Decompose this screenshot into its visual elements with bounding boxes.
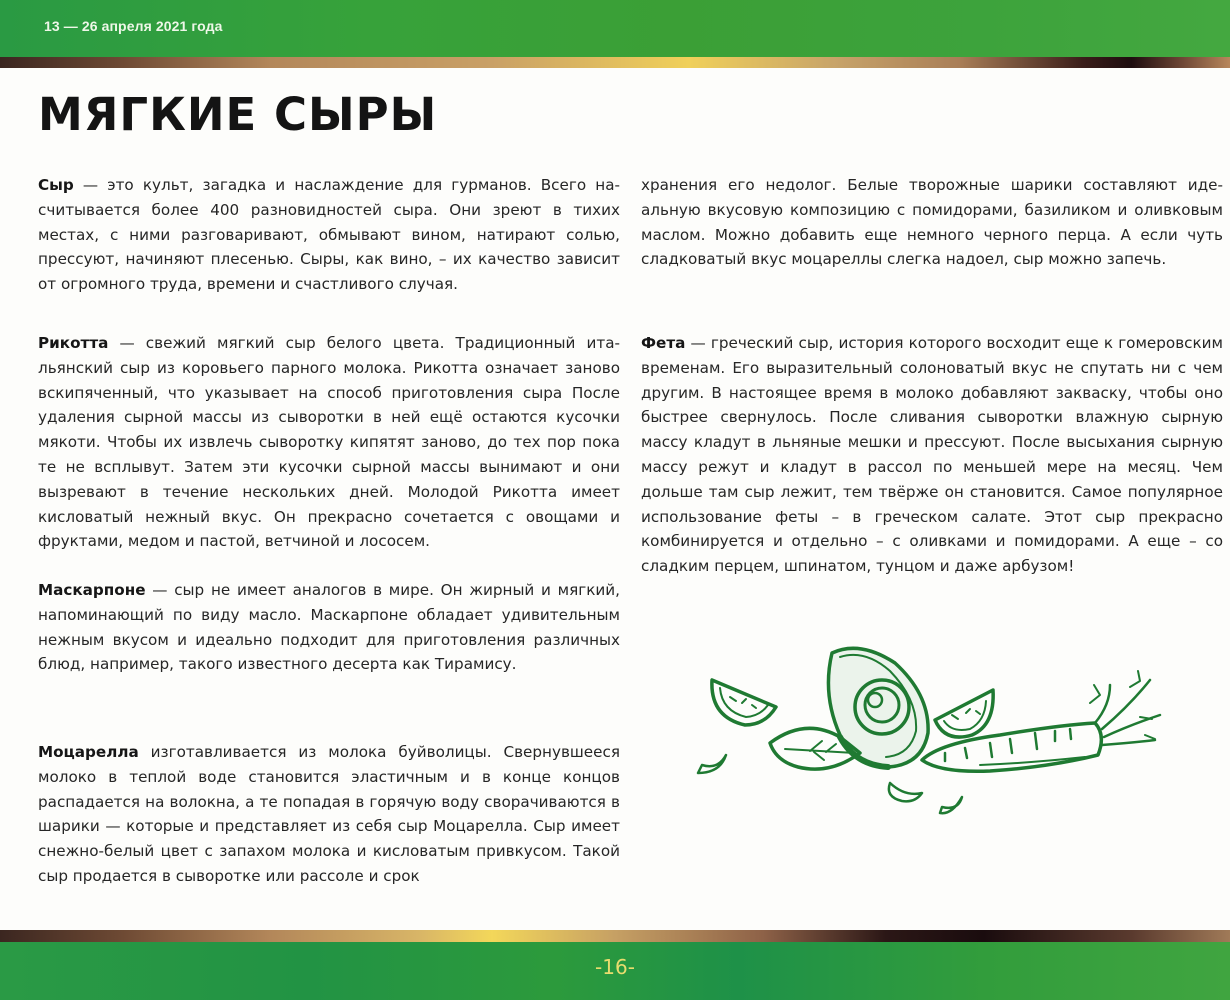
issue-date: 13 — 26 апреля 2021 года bbox=[44, 18, 223, 34]
article-mozzarella bbox=[38, 740, 620, 889]
footer-gold-rule bbox=[0, 930, 1230, 942]
avocado-half-icon bbox=[828, 648, 928, 767]
page-number: -16- bbox=[595, 955, 635, 979]
article-mozzarella-continued bbox=[641, 173, 1223, 272]
article-ricotta bbox=[38, 331, 620, 554]
article-text: — сыр не имеет аналогов в мире. Он жирный и мягкий, напоминающий по виду масло. Маскарпоне обладает удивительным нежным вкусом и идеально подходит для приготовления различных блюд, например, такого известного десерта как Тирамису. bbox=[38, 581, 620, 674]
cucumber-slice-icon bbox=[712, 680, 776, 725]
article-text: — греческий сыр, история которого восходит еще к гомеровским временам. Его выразительный солоноватый вкус не спутать ни с чем другим. В настоящее время в молоко добавляют закваску, чтобы оно быстрее свернулось. После сливания сыворотки влажную сырную массу кладут в льняные мешки и прессуют. После высыхания сырную массу режут и кладут в рассол по меньшей мере на месяц. Чем дольше там сыр лежит, тем твёрже он становится. Самое популярное использование феты – в греческом салате. Этот сыр прекрасно комбинируется и отдельно – с оливками и помидорами. А еще – со сладким перцем, шпинатом, тунцом и даже арбузом! bbox=[641, 334, 1223, 576]
carrot-icon bbox=[922, 671, 1160, 771]
article-mascarpone bbox=[38, 578, 620, 677]
article-term: Моцарелла bbox=[38, 743, 139, 761]
article-cheese bbox=[38, 173, 620, 297]
header-band bbox=[0, 0, 1230, 57]
page-title: МЯГКИЕ СЫРЫ bbox=[38, 88, 438, 141]
article-term: Фета bbox=[641, 334, 686, 352]
header-gold-rule bbox=[0, 57, 1230, 68]
seeds-icon bbox=[698, 755, 962, 813]
article-text: изготавливается из молока буйволицы. Свернувшееся молоко в теплой воде становится эластичным и в конце концов распадается на волокна, а те попадая в горячую воду сворачиваются в шарики — которые и представляет из себя сыр Моцарелла. Сыр имеет снежно-белый цвет с запахом молока и кисловатым привкусом. Такой сыр продается в сыворотке или рассоле и срок bbox=[38, 743, 620, 885]
article-term: Сыр bbox=[38, 176, 74, 194]
article-text: — свежий мягкий сыр белого цвета. Традиционный итальянский сыр из коровьего парного молока. Рикотта означает заново вскипяченный, что указывает на способ приготовления сыра После удаления сырной массы из сыворотки в ней ещё остаются кусочки мякоти. Чтобы их извлечь сыворотку кипятят заново, до тех пор пока те не всплывут. Затем эти кусочки сырной массы вынимают и они вызревают в течение нескольких дней. Молодой Рикотта имеет кисловатый нежный вкус. Он прекрасно сочетается с овощами и фруктами, медом и пастой, ветчиной и лососем. bbox=[38, 334, 620, 551]
article-feta bbox=[641, 331, 1223, 579]
article-term: Рикотта bbox=[38, 334, 109, 352]
cucumber-slice-icon bbox=[935, 690, 993, 737]
vegetables-illustration-icon bbox=[690, 625, 1180, 830]
article-term: Маскарпоне bbox=[38, 581, 146, 599]
article-text: — это культ, загадка и наслаждение для гурманов. Всего насчитывается более 400 разновидностей сыра. Они зреют в тихих местах, с ними разговаривают, обмывают вином, натирают солью, прессуют, начиняют плесенью. Сыры, как вино, – их качество зависит от огромного труда, времени и счастливого случая. bbox=[38, 176, 620, 294]
article-text: хранения его недолог. Белые творожные шарики составляют идеальную вкусовую композицию с помидорами, базиликом и оливковым маслом. Можно добавить еще немного черного перца. А если чуть сладковатый вкус моцареллы слегка надоел, сыр можно запечь. bbox=[641, 176, 1223, 269]
